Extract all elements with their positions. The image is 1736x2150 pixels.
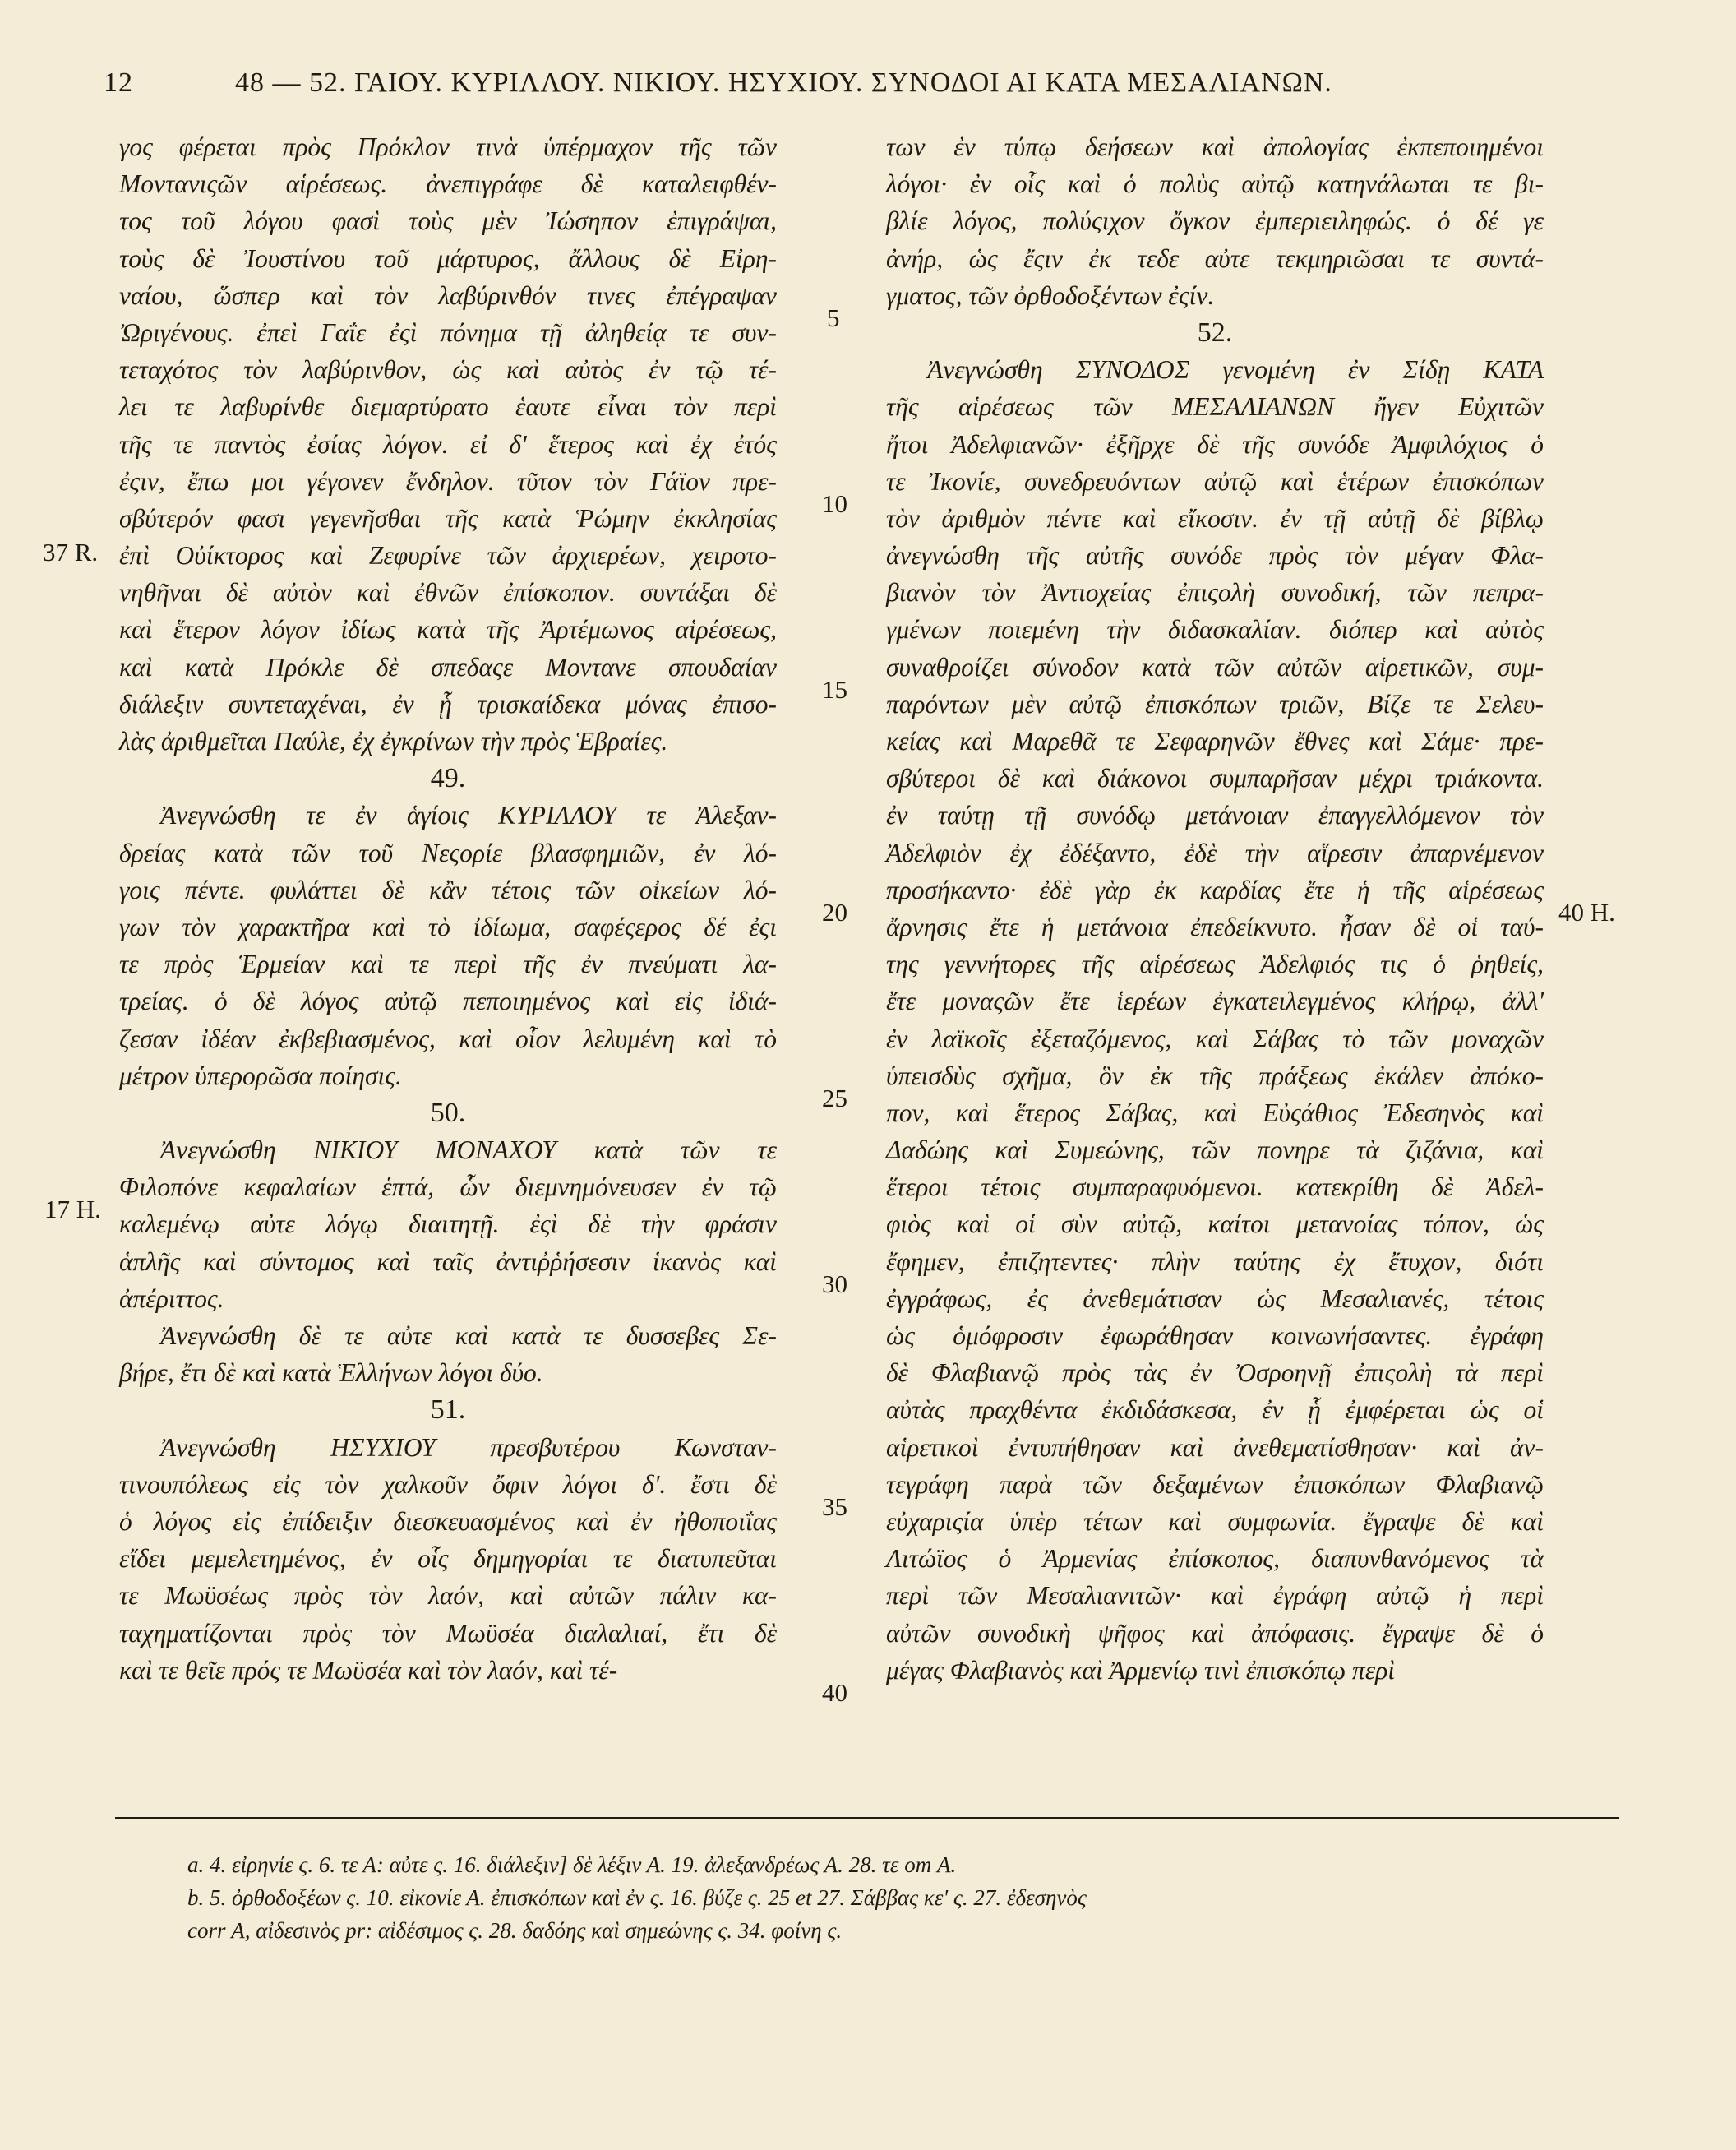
right-column-line: Δαδώης καὶ Συμεώνης, τῶν πονηρε τὰ ζιζάνια, καὶ xyxy=(886,1135,1544,1165)
right-column-line: ἀνεγνώσθη τῆς αὐτῆς συνόδε πρὸς τὸν μέγαν Φλα- xyxy=(886,541,1544,571)
right-column-line: αἱρετικοὶ ἐντυπήθησαν καὶ ἀνεθεματίσθησαν· καὶ ἀν- xyxy=(886,1432,1544,1462)
section-number: 50. xyxy=(430,1097,466,1128)
line-number-5: 5 xyxy=(827,303,840,332)
left-text-column xyxy=(119,128,777,1689)
right-column-line: της γεννήτορες τῆς αἱρέσεως Ἀδελφιός τις ὁ ῥηθείς, xyxy=(886,950,1544,979)
right-column-line: γματος, τῶν ὀρθοδοξέντων ἐςίν. xyxy=(886,280,1215,310)
left-column-line: τε πρὸς Ἑρμείαν καὶ τε περὶ τῆς ἐν πνεύματι λα- xyxy=(119,950,777,979)
left-column-line: ἁπλῆς καὶ σύντομος καὶ ταῖς ἀντιῤῥήσεσιν ἱκανὸς καὶ xyxy=(119,1246,777,1276)
footnote-separator xyxy=(115,1817,1619,1819)
running-title: 48 — 52. ΓΑΙΟΥ. ΚΥΡΙΛΛΟΥ. ΝΙΚΙΟΥ. ΗΣΥΧΙΟΥ. ΣΥΝΟΔΟΙ ΑΙ ΚΑΤΑ ΜΕΣΑΛΙΑΝΩΝ. xyxy=(235,67,1332,98)
right-column-line: ἕτεροι τέτοις συμπαραφυόμενοι. κατεκρίθη δὲ Ἀδελ- xyxy=(886,1172,1544,1202)
critical-apparatus xyxy=(187,1848,1634,1947)
left-column-line: Ὠριγένους. ἐπεὶ Γαΐε ἐςὶ πόνημα τῇ ἀληθείᾳ τε συν- xyxy=(119,317,777,347)
right-column-line: ὑπεισδὺς σχῆμα, ὃν ἐκ τῆς πράξεως ἐκάλεν ἀπόκο- xyxy=(886,1061,1544,1090)
left-column-line: τε Μωϋσέως πρὸς τὸν λαόν, καὶ αὐτῶν πάλιν κα- xyxy=(119,1581,777,1611)
right-column-line: παρόντων μὲν αὐτῷ ἐπισκόπων τριῶν, Βίζε τε Σελευ- xyxy=(886,689,1544,719)
left-column-line: ὁ λόγος εἰς ἐπίδειξιν διεσκευασμένος καὶ ἐν ἠθοποιΐας xyxy=(119,1506,777,1536)
left-column-line: ἐςιν, ἔπω μοι γέγονεν ἔνδηλον. τῦτον τὸν Γάϊον πρε- xyxy=(119,466,777,496)
running-header xyxy=(104,61,1481,110)
line-number-25: 25 xyxy=(822,1084,847,1112)
line-number-40: 40 xyxy=(822,1678,847,1707)
right-column-line: Ἀνεγνώσθη ΣΥΝΟΔΟΣ γενομένη ἐν Σίδῃ ΚΑΤΑ xyxy=(927,355,1544,385)
margin-ref-40H: 40 H. xyxy=(1558,898,1615,927)
left-column-line: τρείας. ὁ δὲ λόγος αὐτῷ πεποιημένος καὶ εἰς ἰδιά- xyxy=(119,987,777,1016)
right-column-line: ἄρνησις ἔτε ἡ μετάνοια ἐπεδείκνυτο. ἦσαν δὲ οἱ ταύ- xyxy=(886,912,1544,941)
right-column-line: τὸν ἀριθμὸν πέντε καὶ εἴκοσιν. ἐν τῇ αὐτῇ δὲ βίβλῳ xyxy=(886,503,1544,533)
right-column-line: προσήκαντο· ἐδὲ γὰρ ἐκ καρδίας ἔτε ἡ τῆς αἱρέσεως xyxy=(886,875,1544,904)
left-column-line: Ἀνεγνώσθη δὲ τε αὐτε καὶ κατὰ τε δυσσεβες Σε- xyxy=(160,1321,777,1350)
right-column-line: ἔφημεν, ἐπιζητεντες· πλὴν ταύτης ἐχ ἔτυχον, διότι xyxy=(886,1246,1544,1276)
right-column-line: περὶ τῶν Μεσαλιανιτῶν· καὶ ἐγράφη αὐτῷ ἡ περὶ xyxy=(886,1581,1544,1611)
left-column-line: δρείας κατὰ τῶν τοῦ Νεςορίε βλασφημιῶν, ἐν λό- xyxy=(119,838,777,867)
apparatus-line-3: corr Α, αἰδεσινὸς pr: αἰδέσιμος ς. 28. δαδόης καὶ σημεώνης ς. 34. φοίνη ς. xyxy=(187,1918,843,1943)
line-number-15: 15 xyxy=(822,675,847,704)
left-column-line: νηθῆναι δὲ αὐτὸν καὶ ἐθνῶν ἐπίσκοπον. συντάξαι δὲ xyxy=(119,578,777,608)
margin-ref-17H: 17 H. xyxy=(44,1195,101,1223)
page-number: 12 xyxy=(104,67,133,98)
left-column-line: σβύτερόν φασι γεγενῆσθαι τῆς κατὰ Ῥώμην ἐκκλησίας xyxy=(119,503,777,533)
right-column-line: δὲ Φλαβιανῷ πρὸς τὰς ἐν Ὀσροηνῇ ἐπιςολὴ τὰ περὶ xyxy=(886,1358,1544,1388)
right-column-line: βιανὸν τὸν Ἀντιοχείας ἐπιςολὴ συνοδική, τῶν πεπρα- xyxy=(886,578,1544,608)
left-column-line: ταχηματίζονται πρὸς τὸν Μωϋσέα διαλαλιαί, ἔτι δὲ xyxy=(119,1618,777,1648)
right-column-line: Λιτώϊος ὁ Ἀρμενίας ἐπίσκοπος, διαπυνθανόμενος τὰ xyxy=(886,1544,1544,1574)
margin-ref-37R: 37 R. xyxy=(43,538,99,566)
right-column-line: κείας καὶ Μαρεθᾶ τε Σεφαρηνῶν ἔθνες καὶ Σάμε· πρε- xyxy=(886,727,1544,756)
left-column-line: ἀπέριττος. xyxy=(119,1283,224,1313)
section-number: 51. xyxy=(430,1394,466,1426)
section-number: 52. xyxy=(1197,317,1233,348)
left-column-line: λὰς ἀριθμεῖται Παύλε, ἐχ ἐγκρίνων τὴν πρὸς Ἑβραίες. xyxy=(119,727,668,756)
right-column-line: βλίε λόγος, πολύςιχον ὄγκον ἐμπεριειληφώς. ὁ δέ γε xyxy=(886,206,1544,236)
right-column-line: φιὸς καὶ οἱ σὺν αὐτῷ, καίτοι μετανοίας τόπον, ὡς xyxy=(886,1209,1544,1239)
left-column-line: γων τὸν χαρακτῆρα καὶ τὸ ἰδίωμα, σαφέςερος δέ ἐςι xyxy=(119,912,777,941)
line-number-20: 20 xyxy=(822,898,847,927)
left-column-line: καὶ τε θεῖε πρός τε Μωϋσέα καὶ τὸν λαόν, καὶ τέ- xyxy=(119,1655,618,1685)
right-column-line: ἐν λαϊκοῖς ἐξεταζόμενος, καὶ Σάβας τὸ τῶν μοναχῶν xyxy=(886,1024,1544,1053)
left-column-line: καλεμένῳ αὐτε λόγῳ διαιτητῇ. ἐςὶ δὲ τὴν φράσιν xyxy=(119,1209,777,1239)
left-column-line: γοις πέντε. φυλάττει δὲ κἂν τέτοις τῶν οἰκείων λό- xyxy=(119,875,777,904)
right-column-line: σβύτεροι δὲ καὶ διάκονοι συμπαρῆσαν μέχρι τριάκοντα. xyxy=(886,764,1544,793)
left-column-line: βήρε, ἔτι δὲ καὶ κατὰ Ἑλλήνων λόγοι δύο. xyxy=(119,1358,543,1388)
left-column-line: ζεσαν ἰδέαν ἐκβεβιασμένος, καὶ οἷον λελυμένη καὶ τὸ xyxy=(119,1024,777,1053)
right-column-line: των ἐν τύπῳ δεήσεων καὶ ἀπολογίας ἐκπεποιημένοι xyxy=(886,132,1544,161)
right-column-line: ἐγγράφως, ἐς ἀνεθεμάτισαν ὡς Μεσαλιανές, τέτοις xyxy=(886,1283,1544,1313)
left-column-line: Ἀνεγνώσθη ΗΣΥΧΙΟΥ πρεσβυτέρου Κωνσταν- xyxy=(160,1432,777,1462)
right-text-column xyxy=(886,128,1544,1689)
left-column-line: Μοντανιςῶν αἱρέσεως. ἀνεπιγράφε δὲ καταλειφθέν- xyxy=(119,169,777,199)
left-column-line: τοὺς δὲ Ἰουστίνου τοῦ μάρτυρος, ἄλλους δὲ Εἰρη- xyxy=(119,243,777,273)
right-column-line: ἔτε μοναςῶν ἔτε ἱερέων ἐγκατειλεγμένος κλήρῳ, ἀλλ' xyxy=(886,987,1544,1016)
left-column-line: Φιλοπόνε κεφαλαίων ἑπτά, ὧν διεμνημόνευσεν ἐν τῷ xyxy=(119,1172,777,1202)
right-column-line: ἐν ταύτῃ τῇ συνόδῳ μετάνοιαν ἐπαγγελλόμενον τὸν xyxy=(886,801,1544,830)
right-column-line: εὐχαριςία ὑπὲρ τέτων καὶ συμφωνία. ἔγραψε δὲ καὶ xyxy=(886,1506,1544,1536)
left-column-line: τῆς τε παντὸς ἐσίας λόγον. εἰ δ' ἕτερος καὶ ἐχ ἐτός xyxy=(119,429,777,459)
apparatus-line-2: b. 5. ὀρθοδοξέων ς. 10. εἰκονίε Α. ἐπισκόπων καὶ ἐν ς. 16. βύζε ς. 25 et 27. Σάββας κε' ς. 27. ἐδεσηνὸς xyxy=(187,1885,1087,1910)
right-column-line: συναθροίζει σύνοδον κατὰ τῶν αὐτῶν αἱρετικῶν, συμ- xyxy=(886,652,1544,682)
section-number: 49. xyxy=(430,763,466,794)
right-column-line: γμένων ποιεμένη τὴν διδασκαλίαν. διόπερ καὶ αὐτὸς xyxy=(886,615,1544,645)
left-column-line: εἴδει μεμελετημένος, ἐν οἷς δημηγορίαι τε διατυπεῦται xyxy=(119,1544,777,1574)
right-column-line: λόγοι· ἐν οἷς καὶ ὁ πολὺς αὐτῷ κατηνάλωται τε βι- xyxy=(886,169,1544,199)
right-column-line: αὐτῶν συνοδικὴ ψῆφος καὶ ἀπόφασις. ἔγραψε δὲ ὁ xyxy=(886,1618,1544,1648)
left-column-line: λει τε λαβυρίνθε διεμαρτύρατο ἑαυτε εἶναι τὸν περὶ xyxy=(119,392,777,422)
left-column-line: μέτρον ὑπερορῶσα ποίησις. xyxy=(119,1061,402,1090)
left-column-line: Ἀνεγνώσθη ΝΙΚΙΟΥ ΜΟΝΑΧΟΥ κατὰ τῶν τε xyxy=(160,1135,777,1165)
right-column-line: Ἀδελφιὸν ἐχ ἐδέξαντο, ἐδὲ τὴν αἵρεσιν ἀπαρνέμενον xyxy=(886,838,1544,867)
right-column-line: μέγας Φλαβιανὸς καὶ Ἀρμενίῳ τινὶ ἐπισκόπῳ περὶ xyxy=(886,1655,1396,1685)
right-column-line: αὐτὰς πραχθέντα ἐκδιδάσκεσα, ἐν ᾗ ἐμφέρεται ὡς οἱ xyxy=(886,1395,1544,1425)
right-column-line: πον, καὶ ἕτερος Σάβας, καὶ Εὐςάθιος Ἐδεσηνὸς καὶ xyxy=(886,1098,1544,1127)
right-column-line: ἤτοι Ἀδελφιανῶν· ἐξῆρχε δὲ τῆς συνόδε Ἀμφιλόχιος ὁ xyxy=(886,429,1544,459)
left-column-line: ναίου, ὥσπερ καὶ τὸν λαβύρινθόν τινες ἐπέγραψαν xyxy=(119,280,777,310)
right-column-line: ὡς ὁμόφροσιν ἐφωράθησαν κοινωνήσαντες. ἐγράφη xyxy=(886,1321,1544,1350)
line-number-10: 10 xyxy=(822,489,847,518)
right-column-line: τε Ἰκονίε, συνεδρευόντων αὐτῷ καὶ ἑτέρων ἐπισκόπων xyxy=(886,466,1544,496)
left-column-line: Ἀνεγνώσθη τε ἐν ἁγίοις ΚΥΡΙΛΛΟΥ τε Ἀλεξαν- xyxy=(160,801,777,830)
left-column-line: καὶ ἕτερον λόγον ἰδίως κατὰ τῆς Ἀρτέμωνος αἱρέσεως, xyxy=(119,615,777,645)
right-column-line: ἀνήρ, ὡς ἔςιν ἐκ τεδε αὐτε τεκμηριῶσαι τε συντά- xyxy=(886,243,1544,273)
left-column-line: διάλεξιν συντεταχέναι, ἐν ᾗ τρισκαίδεκα μόνας ἐπισο- xyxy=(119,689,777,719)
line-number-30: 30 xyxy=(822,1269,847,1298)
line-number-35: 35 xyxy=(822,1492,847,1521)
left-column-line: ἐπὶ Οὐίκτορος καὶ Ζεφυρίνε τῶν ἀρχιερέων, χειροτο- xyxy=(119,541,777,571)
left-column-line: καὶ κατὰ Πρόκλε δὲ σπεδαςε Μοντανε σπουδαίαν xyxy=(119,652,777,682)
left-column-line: γος φέρεται πρὸς Πρόκλον τινὰ ὑπέρμαχον τῆς τῶν xyxy=(119,132,777,161)
left-column-line: τεταχότος τὸν λαβύρινθον, ὡς καὶ αὐτὸς ἐν τῷ τέ- xyxy=(119,355,777,385)
apparatus-line-1: a. 4. εἰρηνίε ς. 6. τε Α: αὐτε ς. 16. διάλεξιν] δὲ λέξιν Α. 19. ἀλεξανδρέως Α. 28. τε om Α. xyxy=(187,1852,957,1877)
left-column-line: τος τοῦ λόγου φασὶ τοὺς μὲν Ἰώσηπον ἐπιγράψαι, xyxy=(119,206,777,236)
right-column-line: τεγράφη παρὰ τῶν δεξαμένων ἐπισκόπων Φλαβιανῷ xyxy=(886,1469,1544,1499)
left-column-line: τινουπόλεως εἰς τὸν χαλκοῦν ὄφιν λόγοι δ'. ἔστι δὲ xyxy=(119,1469,777,1499)
right-column-line: τῆς αἱρέσεως τῶν ΜΕΣΑΛΙΑΝΩΝ ἤγεν Εὐχιτῶν xyxy=(886,392,1544,422)
